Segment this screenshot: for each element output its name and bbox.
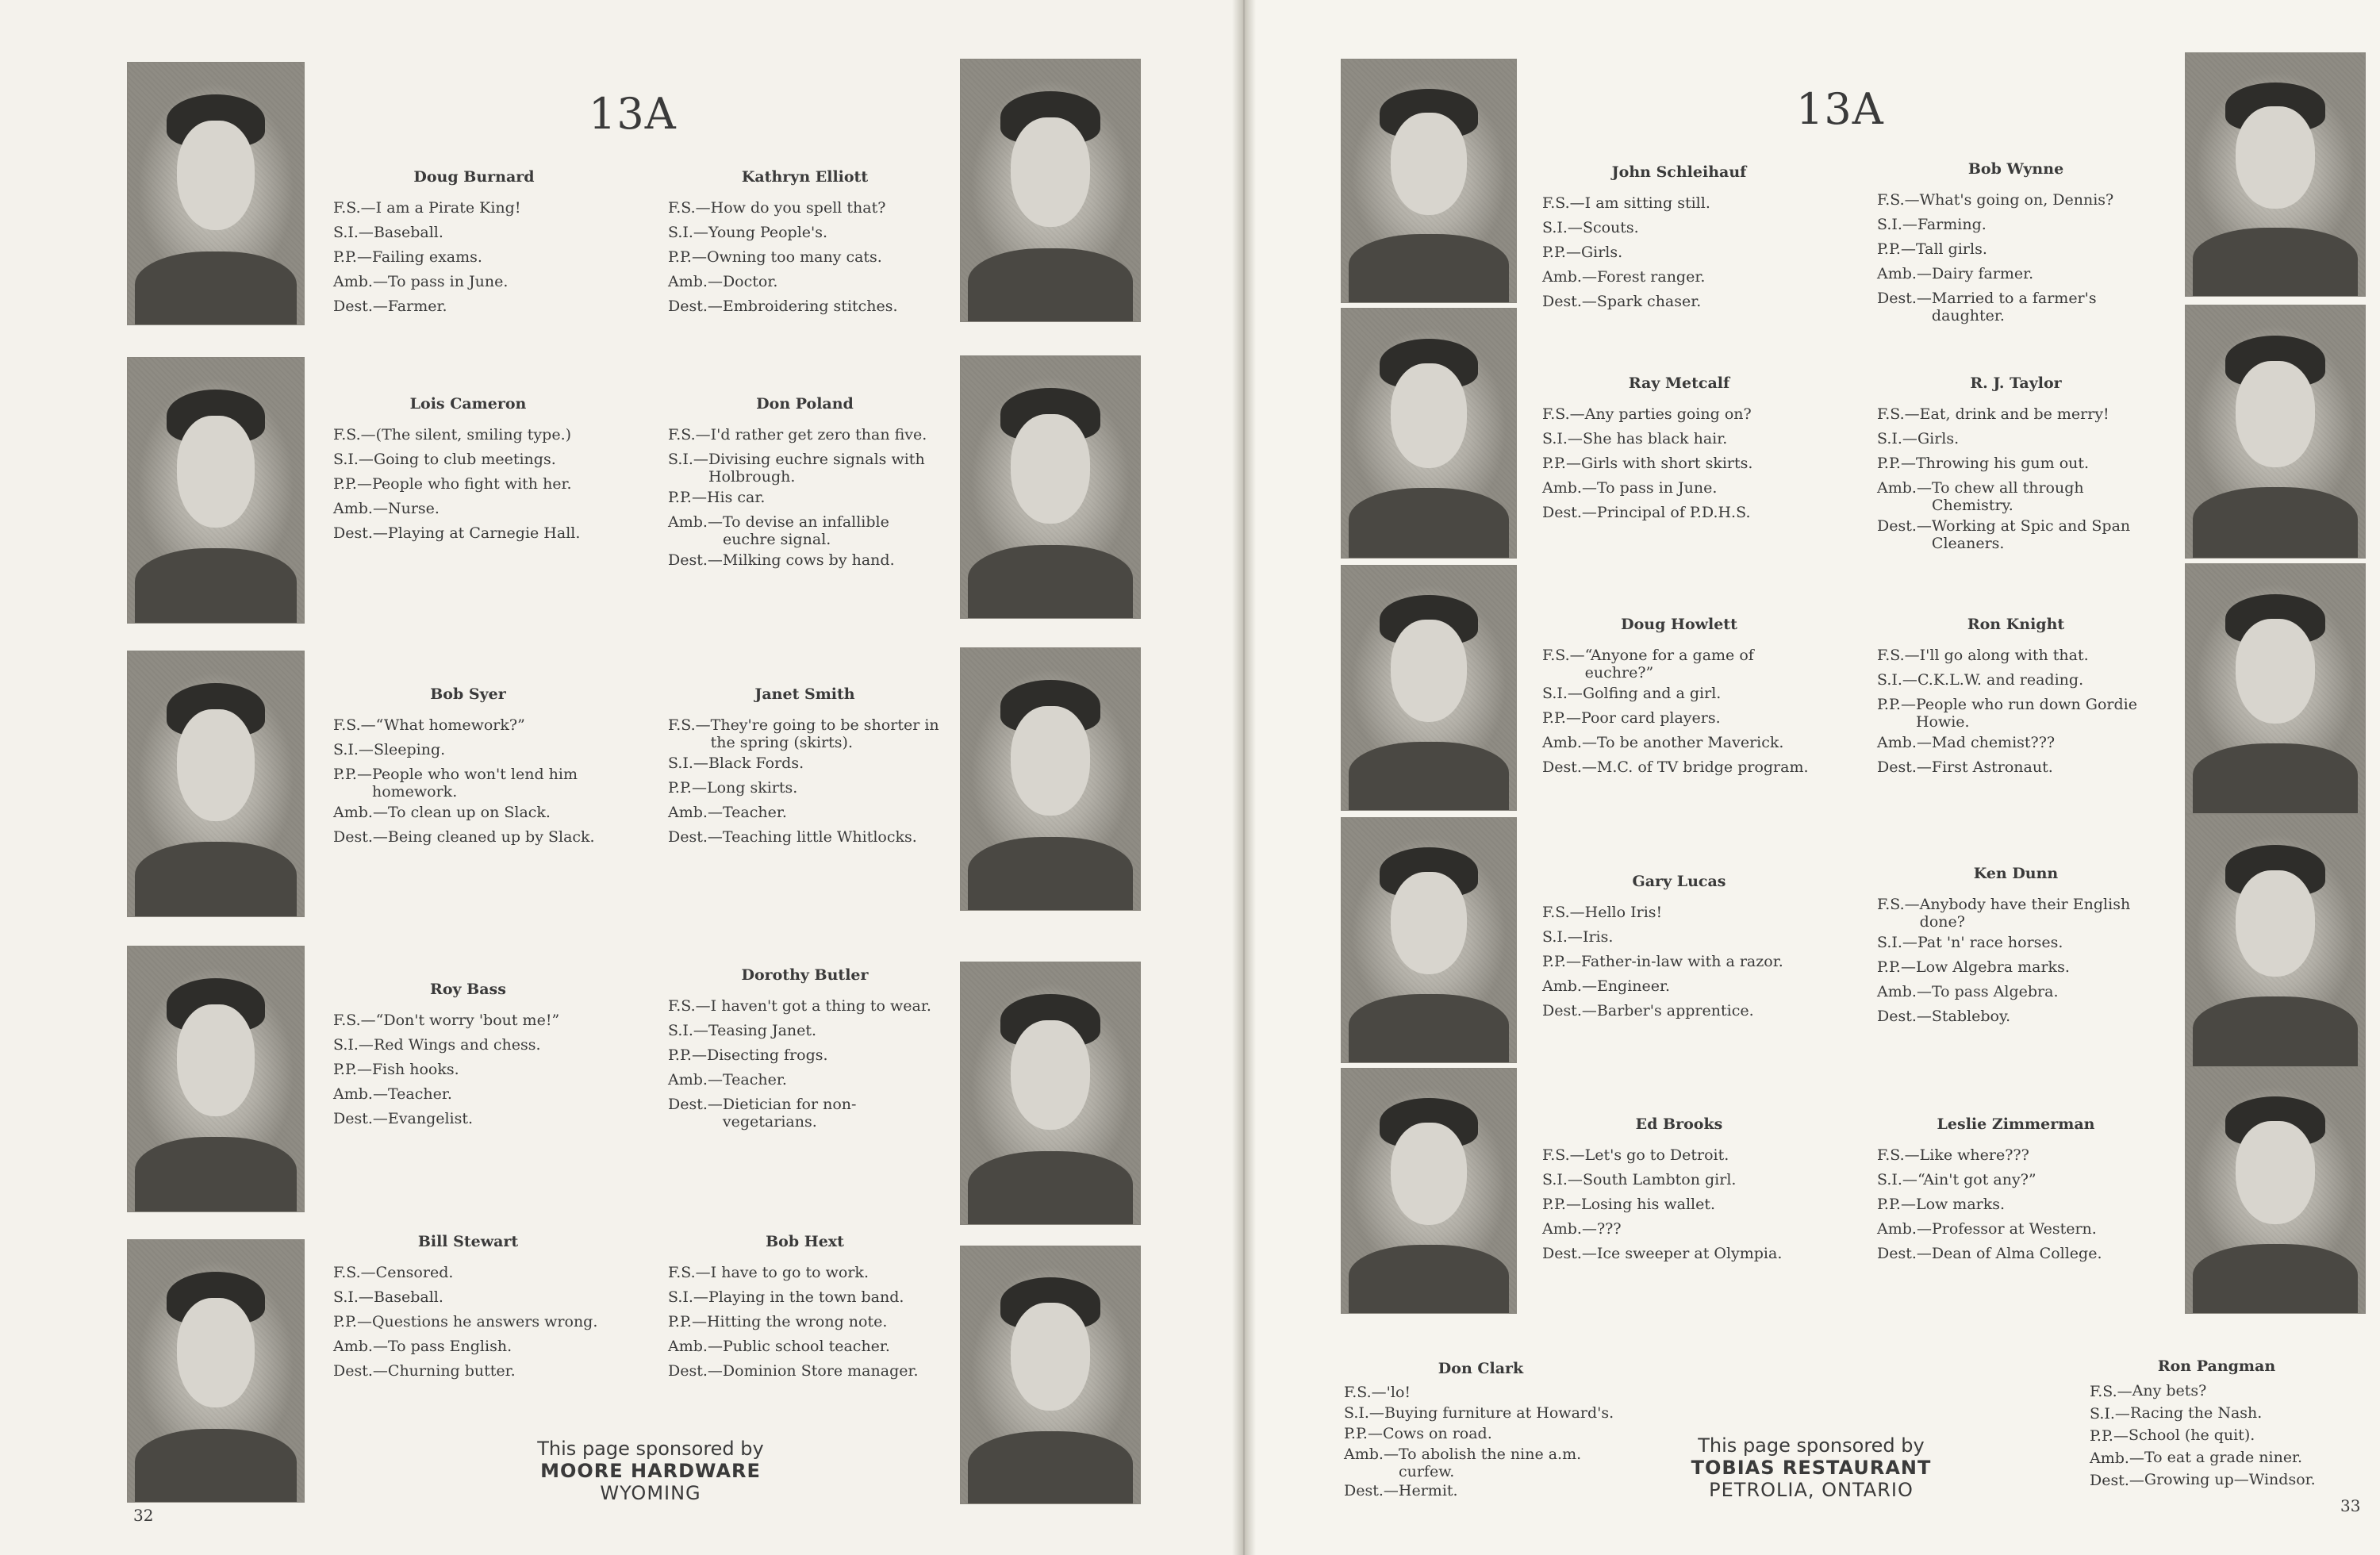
portrait-photo <box>1341 565 1517 811</box>
student-name: Ed Brooks <box>1635 1115 1723 1133</box>
sponsor-line: This page sponsored by <box>537 1438 764 1460</box>
student-name: Bill Stewart <box>417 1233 519 1250</box>
student-entry: Bob Syer F.S.— “What homework?” S.I.— Sleeping. P.P.— People who won't lend him homework. Amb.— To clean up on Slack. Dest.— Being cleaned up by Slack. <box>333 682 603 850</box>
student-entry: Gary Lucas F.S.— Hello Iris! S.I.— Iris. P.P.— Father-in-law with a razor. Amb.— Engineer. Dest.— Barber's apprentice. <box>1542 870 1816 1023</box>
student-name: Don Clark <box>1438 1360 1524 1377</box>
student-entry: Roy Bass F.S.— “Don't worry 'bout me!” S.I.— Red Wings and chess. P.P.— Fish hooks. Amb.— Teacher. Dest.— Evangelist. <box>333 977 603 1131</box>
sponsor-notice <box>1672 1434 1950 1501</box>
student-entry: Ed Brooks F.S.— Let's go to Detroit. S.I.— South Lambton girl. P.P.— Losing his wallet. Amb.— ??? Dest.— Ice sweeper at Olympia. <box>1542 1112 1816 1266</box>
portrait-photo <box>127 946 305 1212</box>
portrait-photo <box>1341 1068 1517 1314</box>
portrait-photo <box>960 647 1141 911</box>
student-name: Ken Dunn <box>1973 865 2059 882</box>
portrait-photo <box>960 1246 1141 1504</box>
student-name: R. J. Taylor <box>1970 374 2062 392</box>
student-name: Bob Wynne <box>1967 160 2064 178</box>
portrait-photo <box>2185 1066 2366 1314</box>
student-name: Bob Syer <box>430 685 506 703</box>
student-entry: Doug Howlett F.S.— “Anyone for a game of euchre?” S.I.— Golfing and a girl. P.P.— Poor card players. Amb.— To be another Maverick. Dest.— M.C. of TV bridge program. <box>1542 612 1816 780</box>
student-name: Roy Bass <box>430 981 506 998</box>
student-entry: Dorothy Butler F.S.— I haven't got a thing to wear. S.I.— Teasing Janet. P.P.— Disecting frogs. Amb.— Teacher. Dest.— Dietician for non-vegetarians. <box>668 963 942 1131</box>
portrait-photo <box>960 355 1141 619</box>
portrait-photo <box>1341 308 1517 559</box>
student-entry: Ron Pangman F.S.— Any bets? S.I.— Racing the Nash. P.P.— School (he quit). Amb.— To eat a grade niner. Dest.— Growing up—Windsor. <box>2090 1355 2344 1492</box>
portrait-photo <box>2185 563 2366 814</box>
student-name: Ron Pangman <box>2157 1357 2276 1375</box>
book-spine <box>1232 0 1256 1555</box>
student-name: Leslie Zimmerman <box>1937 1115 2095 1133</box>
student-entry: Ken Dunn F.S.— Anybody have their English done? S.I.— Pat 'n' race horses. P.P.— Low Algebra marks. Amb.— To pass Algebra. Dest.— Stableboy. <box>1877 862 2155 1029</box>
portrait-photo <box>127 651 305 917</box>
student-entry: Ron Knight F.S.— I'll go along with that. S.I.— C.K.L.W. and reading. P.P.— People who run down Gordie Howie. Amb.— Mad chemist??? Dest.— First Astronaut. <box>1877 612 2155 780</box>
student-entry: Kathryn Elliott F.S.— How do you spell that? S.I.— Young People's. P.P.— Owning too many cats. Amb.— Doctor. Dest.— Embroidering stitches. <box>668 165 942 319</box>
page-title: 13A <box>1796 84 1884 134</box>
student-entry: Lois Cameron F.S.— (The silent, smiling type.) S.I.— Going to club meetings. P.P.— People who fight with her. Amb.— Nurse. Dest.— Playing at Carnegie Hall. <box>333 392 603 546</box>
right-page <box>1244 0 2380 1555</box>
student-entry: Leslie Zimmerman F.S.— Like where??? S.I.— “Ain't got any?” P.P.— Low marks. Amb.— Professor at Western. Dest.— Dean of Alma College. <box>1877 1112 2155 1266</box>
portrait-photo <box>127 1239 305 1503</box>
portrait-photo <box>2185 814 2366 1068</box>
page-title: 13A <box>589 89 677 139</box>
student-name: Doug Howlett <box>1621 616 1737 633</box>
portrait-photo <box>960 59 1141 322</box>
student-name: Dorothy Butler <box>741 966 869 984</box>
sponsor-notice <box>500 1438 801 1504</box>
student-entry: John Schleihauf F.S.— I am sitting still. S.I.— Scouts. P.P.— Girls. Amb.— Forest ranger. Dest.— Spark chaser. <box>1542 160 1816 314</box>
student-entry: Bill Stewart F.S.— Censored. S.I.— Baseball. P.P.— Questions he answers wrong. Amb.— To pass English. Dest.— Churning butter. <box>333 1230 603 1384</box>
page-number: 32 <box>133 1506 154 1525</box>
student-name: Doug Burnard <box>413 168 535 186</box>
student-entry: Don Poland F.S.— I'd rather get zero than five. S.I.— Divising euchre signals with Holbrough. P.P.— His car. Amb.— To devise an infallible euchre signal. Dest.— Milking cows by hand. <box>668 392 942 573</box>
student-name: Bob Hext <box>766 1233 844 1250</box>
student-name: Don Poland <box>756 395 854 413</box>
student-name: Ray Metcalf <box>1628 374 1730 392</box>
portrait-photo <box>2185 52 2366 297</box>
sponsor-line: This page sponsored by <box>1698 1434 1925 1457</box>
student-entry: Don Clark F.S.— 'lo! S.I.— Buying furniture at Howard's. P.P.— Cows on road. Amb.— To abolish the nine a.m. curfew. Dest.— Hermit. <box>1344 1358 1618 1501</box>
student-name: Kathryn Elliott <box>741 168 869 186</box>
student-entry: Bob Hext F.S.— I have to go to work. S.I.— Playing in the town band. P.P.— Hitting the wrong note. Amb.— Public school teacher. Dest.— Dominion Store manager. <box>668 1230 942 1384</box>
sponsor-location: WYOMING <box>600 1482 701 1504</box>
portrait-photo <box>1341 59 1517 303</box>
student-name: Janet Smith <box>754 685 855 703</box>
portrait-photo <box>2185 305 2366 559</box>
portrait-photo <box>1341 817 1517 1063</box>
student-name: Ron Knight <box>1967 616 2065 633</box>
portrait-photo <box>127 62 305 325</box>
student-entry: Bob Wynne F.S.— What's going on, Dennis? S.I.— Farming. P.P.— Tall girls. Amb.— Dairy farmer. Dest.— Married to a farmer's daughter. <box>1877 157 2155 324</box>
portrait-photo <box>960 962 1141 1225</box>
student-entry: Doug Burnard F.S.— I am a Pirate King! S.I.— Baseball. P.P.— Failing exams. Amb.— To pass in June. Dest.— Farmer. <box>333 165 615 319</box>
student-name: Lois Cameron <box>409 395 527 413</box>
student-name: Gary Lucas <box>1632 873 1726 890</box>
sponsor-name: TOBIAS RESTAURANT <box>1691 1457 1932 1479</box>
student-entry: Ray Metcalf F.S.— Any parties going on? S.I.— She has black hair. P.P.— Girls with short skirts. Amb.— To pass in June. Dest.— Principal of P.D.H.S. <box>1542 371 1816 525</box>
student-entry: R. J. Taylor F.S.— Eat, drink and be merry! S.I.— Girls. P.P.— Throwing his gum out. Amb.— To chew all through Chemistry. Dest.— Working at Spic and Span Cleaners. <box>1877 371 2155 552</box>
page-number: 33 <box>2340 1496 2361 1515</box>
sponsor-location: PETROLIA, ONTARIO <box>1709 1479 1914 1501</box>
student-entry: Janet Smith F.S.— They're going to be shorter in the spring (skirts). S.I.— Black Fords. P.P.— Long skirts. Amb.— Teacher. Dest.— Teaching little Whitlocks. <box>668 682 942 850</box>
sponsor-name: MOORE HARDWARE <box>540 1460 761 1482</box>
portrait-photo <box>127 357 305 624</box>
student-name: John Schleihauf <box>1611 163 1747 181</box>
